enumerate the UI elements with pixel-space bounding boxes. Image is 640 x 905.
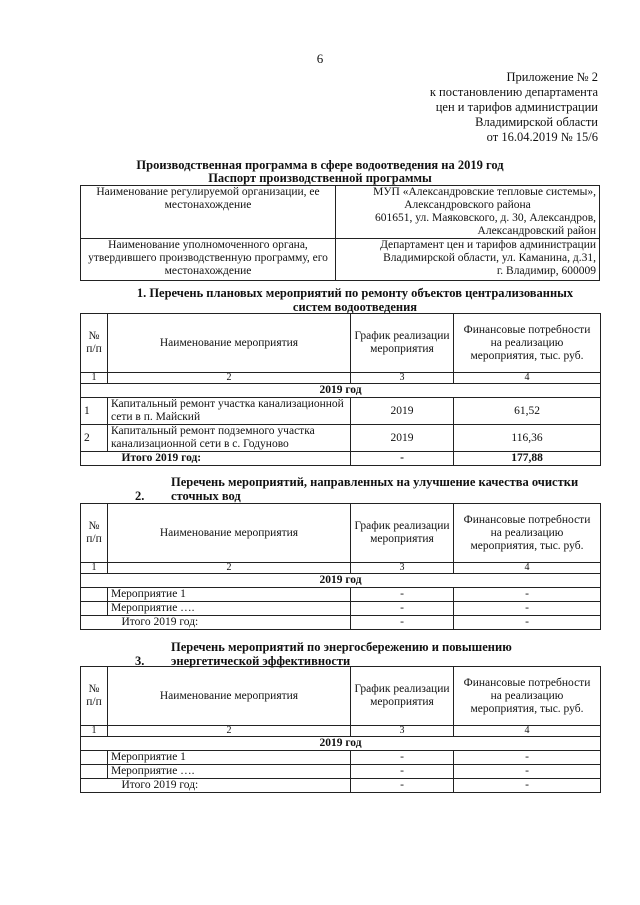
program-title: Производственная программа в сфере водоотведения на 2019 год — [136, 158, 504, 172]
authority-label: Наименование уполномоченного органа, утвердившего производственную программу, его местонахождение — [81, 239, 336, 281]
table-row: Мероприятие …. - - — [81, 765, 601, 779]
col-finance-header: Финансовые потребности на реализацию мероприятия, тыс. руб. — [454, 314, 601, 373]
col-num-header: № п/п — [81, 314, 108, 373]
table-row: 1 Капитальный ремонт участка канализационной сети в п. Майский 2019 61,52 — [81, 398, 601, 425]
passport-table — [80, 185, 600, 281]
org-value: МУП «Александровские тепловые системы», Александровского района 601651, ул. Маяковского, д. 30, Александров, Александровский район — [336, 186, 600, 239]
section-2-title: 2.Перечень мероприятий, направленных на улучшение качества очистки сточных вод — [135, 475, 579, 503]
appendix-line: Приложение № 2 — [506, 70, 598, 84]
appendix-line: от 16.04.2019 № 15/6 — [486, 130, 598, 144]
section-1-table: № п/п Наименование мероприятия График реализации мероприятия Финансовые потребности на реализацию мероприятия, тыс. руб. 1 2 3 4 2019 год 1 Капитальный ремонт участка канализационной сети в п. Майский 2019 61,52 2 Капитальный ремонт подземного участка канализационной сети в с. Годуново 2019 116,36 Итого 2019 год: - 177,88 — [80, 313, 601, 466]
table-row: Мероприятие 1 - - — [81, 751, 601, 765]
year-row: 2019 год — [81, 574, 601, 588]
total-row: Итого 2019 год: - 177,88 — [81, 452, 601, 466]
section-2-table: № п/п Наименование мероприятия График реализации мероприятия Финансовые потребности на реализацию мероприятия, тыс. руб. 1 2 3 4 2019 год Мероприятие 1 - - Мероприятие …. - - Итого 2019 год: - - — [80, 503, 601, 630]
appendix-line: к постановлению департамента — [429, 85, 598, 99]
total-row: Итого 2019 год: - - — [81, 616, 601, 630]
authority-value: Департамент цен и тарифов администрации Владимирской области, ул. Каманина, д.31, г. Владимир, 600009 — [336, 239, 600, 281]
appendix-line: цен и тарифов администрации — [435, 100, 598, 114]
section-3-table: № п/п Наименование мероприятия График реализации мероприятия Финансовые потребности на реализацию мероприятия, тыс. руб. 1 2 3 4 2019 год Мероприятие 1 - - Мероприятие …. - - Итого 2019 год: - - — [80, 666, 601, 793]
year-row: 2019 год — [81, 737, 601, 751]
year-row: 2019 год — [81, 384, 601, 398]
page-number: 6 — [316, 51, 324, 66]
table-row: 2 Капитальный ремонт подземного участка канализационной сети в с. Годуново 2019 116,36 — [81, 425, 601, 452]
appendix-line: Владимирской области — [475, 115, 598, 129]
table-row: Мероприятие 1 - - — [81, 588, 601, 602]
col-name-header: Наименование мероприятия — [108, 314, 351, 373]
appendix-block — [368, 70, 598, 145]
total-row: Итого 2019 год: - - — [81, 779, 601, 793]
section-1-title: 1. Перечень плановых мероприятий по ремонту объектов централизованных систем водоотведения — [136, 286, 574, 314]
table-row: Мероприятие …. - - — [81, 602, 601, 616]
org-label: Наименование регулируемой организации, ее местонахождение — [81, 186, 336, 239]
passport-title: Паспорт производственной программы — [208, 171, 432, 185]
section-3-title: 3.Перечень мероприятий по энергосбережению и повышению энергетической эффективности — [135, 640, 512, 668]
col-schedule-header: График реализации мероприятия — [351, 314, 454, 373]
